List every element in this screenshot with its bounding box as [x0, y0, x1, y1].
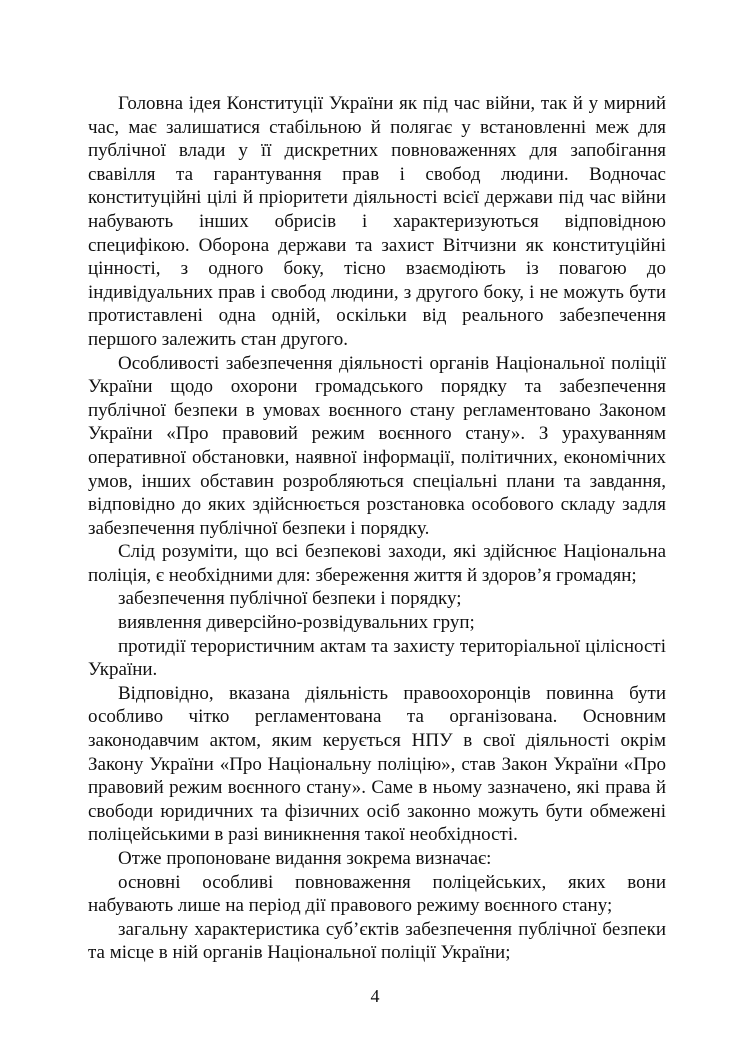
page-body [88, 92, 666, 965]
paragraph-police-features: Особливості забезпечення діяльності органів Національної поліції України щодо охорони громадського порядку та забезпечення публічної безпеки в умовах воєнного стану регламентовано Законом України «Про правовий режим воєнного стану». З урахуванням оперативної обстановки, наявної інформації, політичних, економічних умов, інших обставин розробляються спеціальні плани та завдання, відповідно до яких здійснюється розстановка особового складу задля забезпечення публічної безпеки і порядку. [88, 352, 666, 539]
list-item-special-powers: основні особливі повноваження поліцейських, яких вони набувають лише на період дії правового режиму воєнного стану; [88, 871, 666, 917]
list-item-public-safety: забезпечення публічної безпеки і порядку; [118, 588, 462, 610]
list-item-subjects: загальну характеристика суб’єктів забезпечення публічної безпеки та місце в ній органів Національної поліції України; [88, 918, 666, 964]
paragraph-regulation: Відповідно, вказана діяльність правоохоронців повинна бути особливо чітко регламентована та організована. Основним законодавчим актом, яким керується НПУ в свої діяльності окрім Закону України «Про Національну поліцію», став Закон України «Про правовий режим воєнного стану». Саме в ньому зазначено, які права й свободи юридичних та фізичних осіб законно можуть бути обмежені поліцейськими в разі виникнення такої необхідності. [88, 682, 666, 846]
list-item-counter-terrorism: протидії терористичним актам та захисту територіальної цілісності України. [88, 635, 666, 681]
page-number: 4 [370, 986, 380, 1006]
paragraph-constitution-idea: Головна ідея Конституції України як під час війни, так й у мирний час, має залишатися стабільною й полягає у встановленні меж для публічної влади у її дискретних повноваженнях для запобігання свавілля та гарантування прав і свобод людини. Водночас конституційні цілі й пріоритети діяльності всієї держави під час війни набувають інших обрисів і характеризуються відповідною специфікою. Оборона держави та захист Вітчизни як конституційні цінності, з одного боку, тісно взаємодіють із повагою до індивідуальних прав і свобод людини, з другого боку, і не можуть бути протиставлені одна одній, оскільки від реального забезпечення першого залежить стан другого. [88, 93, 666, 350]
paragraph-edition-defines: Отже пропоноване видання зокрема визначає: [118, 848, 492, 869]
paragraph-security-measures: Слід розуміти, що всі безпекові заходи, які здійснює Національна поліція, є необхідними для: збереження життя й здоров’я громадян; [88, 541, 666, 586]
list-item-sabotage-groups: виявлення диверсійно-розвідувальних груп; [118, 612, 475, 634]
